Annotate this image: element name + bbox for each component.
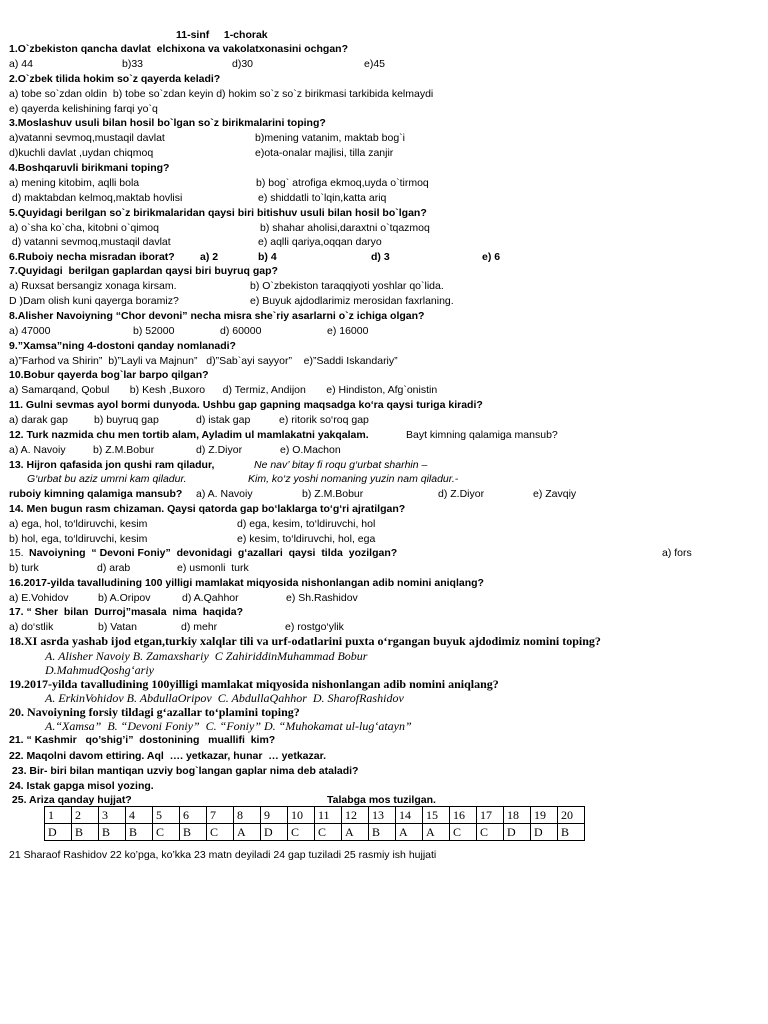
line-segment: d) 60000: [220, 325, 262, 337]
answer-key-answer-cell: D: [261, 824, 288, 841]
line-segment: b) 4: [258, 251, 277, 263]
line-segment: Talabga mos tuzilgan.: [327, 794, 436, 806]
line-segment: 9.”Xamsa”ning 4-dostoni qanday nomlanadi?: [9, 340, 236, 352]
answer-key-answer-cell: A: [396, 824, 423, 841]
line-segment: 3.Moslashuv usuli bilan hosil bo`lgan so`z birikmalarini toping?: [9, 117, 326, 129]
answer-key-number-cell: 15: [423, 807, 450, 824]
answer-key-answer-cell: D: [531, 824, 558, 841]
line-segment: a) A. Navoiy: [196, 488, 253, 500]
answer-key-number-cell: 16: [450, 807, 477, 824]
line-segment: d) 3: [371, 251, 390, 263]
line-segment: 14. Men bugun rasm chizaman. Qaysi qatorda gap bo‘laklarga to‘g‘ri ajratilgan?: [9, 503, 406, 515]
answer-key-answer-cell: B: [72, 824, 99, 841]
line-segment: 1.O`zbekiston qancha davlat elchixona va vakolatxonasini ochgan?: [9, 43, 349, 55]
answer-key-answer-cell: A: [234, 824, 261, 841]
answer-key-number-cell: 19: [531, 807, 558, 824]
line-segment: a)”Farhod va Shirin” b)”Layli va Majnun” d)”Sab`ayi sayyor” e)”Saddi Iskandariy”: [9, 355, 398, 367]
line-segment: a) darak gap: [9, 414, 68, 426]
line-segment: 2.O`zbek tilida hokim so`z qayerda keladi?: [9, 73, 221, 85]
line-segment: b)mening vatanim, maktab bog`i: [255, 132, 405, 144]
line-segment: d) arab: [97, 562, 131, 574]
line-segment: a) mening kitobim, aqlli bola: [9, 177, 140, 189]
line-segment: e) shiddatli to`lqin,katta ariq: [258, 192, 387, 204]
line-segment: b) shahar aholisi,daraxtni o`tqazmoq: [260, 222, 430, 234]
answer-key-number-cell: 7: [207, 807, 234, 824]
answer-key-number-cell: 10: [288, 807, 315, 824]
line-segment: a) Ruxsat bersangiz xonaga kirsam.: [9, 280, 177, 292]
answer-key-answer-cell: C: [153, 824, 180, 841]
line-segment: 8.Alisher Navoiyning “Chor devoni” necha misra she`riy asarlarni o`z ichiga olgan?: [9, 310, 425, 322]
line-segment: a) o`sha ko`cha, kitobni o`qimoq: [9, 222, 159, 234]
line-segment: e) Zavqiy: [533, 488, 577, 500]
line-segment: G‘urbat bu aziz umrni kam qiladur.: [27, 473, 187, 485]
line-segment: 12. Turk nazmida chu men tortib alam, Ayladim ul mamlakatni yakqalam.: [9, 429, 369, 441]
line-segment: d) Z.Diyor: [438, 488, 485, 500]
line-segment: a) fors: [662, 547, 692, 559]
answer-key-number-cell: 2: [72, 807, 99, 824]
answer-key-number-cell: 12: [342, 807, 369, 824]
line-segment: 20. Navoiyning forsiy tildagi g‘azallar to‘plamini toping?: [9, 705, 300, 719]
line-segment: a) E.Vohidov: [9, 592, 69, 604]
answer-key-number-cell: 17: [477, 807, 504, 824]
line-segment: d)30: [232, 58, 254, 70]
line-segment: a)vatanni sevmoq,mustaqil davlat: [9, 132, 165, 144]
line-segment: e) kesim, to‘ldiruvchi, hol, ega: [237, 533, 376, 545]
answer-key-number-cell: 9: [261, 807, 288, 824]
line-segment: d) maktabdan kelmoq,maktab hovlisi: [9, 192, 183, 204]
line-segment: e) O.Machon: [280, 444, 341, 456]
answer-key-number-cell: 1: [45, 807, 72, 824]
answer-key-answer-cell: C: [450, 824, 477, 841]
line-segment: Ne nav’ bitay fi roqu g‘urbat sharhin –: [254, 459, 428, 471]
line-segment: e) Buyuk ajdodlarimiz merosidan faxrlaning.: [250, 295, 454, 307]
answer-key-number-cell: 14: [396, 807, 423, 824]
line-segment: 4.Boshqaruvli birikmani toping?: [9, 162, 170, 174]
line-segment: b)33: [122, 58, 144, 70]
line-segment: e) 16000: [327, 325, 369, 337]
line-segment: b) O`zbekiston taraqqiyoti yoshlar qo`lida.: [250, 280, 444, 292]
line-segment: b) buyruq gap: [94, 414, 159, 426]
answer-key-number-cell: 20: [558, 807, 585, 824]
line-segment: e) ritorik so‘roq gap: [279, 414, 369, 426]
answer-key-answer-cell: A: [423, 824, 450, 841]
line-segment: a) 2: [200, 251, 219, 263]
line-segment: Kim, ko‘z yoshi nomaning yuzin nam qiladur.-: [248, 473, 459, 485]
line-segment: D.MahmudQoshg‘ariy: [45, 663, 154, 677]
answer-key-answer-cell: D: [45, 824, 72, 841]
line-segment: 19.2017-yilda tavalludining 100yilligi mamlakat miqyosida nishonlangan adib nomini aniqlang?: [9, 677, 499, 691]
line-segment: 16.2017-yilda tavalludining 100 yilligi mamlakat miqyosida nishonlangan adib nomini aniqlang?: [9, 577, 484, 589]
answer-key-answer-cell: D: [504, 824, 531, 841]
answer-key-numbers-row: [45, 807, 585, 824]
line-segment: a) do‘stlik: [9, 621, 54, 633]
line-segment: b) 52000: [133, 325, 175, 337]
answer-key-number-cell: 8: [234, 807, 261, 824]
answer-key-number-cell: 6: [180, 807, 207, 824]
answer-key-answer-cell: C: [315, 824, 342, 841]
answer-key-answer-cell: C: [288, 824, 315, 841]
line-segment: d) vatanni sevmoq,mustaqil davlat: [9, 236, 171, 248]
line-segment: D )Dam olish kuni qayerga boramiz?: [9, 295, 179, 307]
line-segment: 11. Gulni sevmas ayol bormi dunyoda. Ushbu gap gapning maqsadga ko‘ra qaysi turiga kiradi?: [9, 399, 483, 411]
answer-key-answer-cell: C: [477, 824, 504, 841]
line-segment: 18.XI asrda yashab ijod etgan,turkiy xalqlar tili va urf-odatlarini puxta o‘rgangan buyuk ajdodimiz nomini toping?: [9, 634, 601, 648]
line-segment: e) rostgo‘ylik: [285, 621, 344, 633]
answer-key-answer-cell: C: [207, 824, 234, 841]
answer-key-number-cell: 4: [126, 807, 153, 824]
line-segment: e)ota-onalar majlisi, tilla zanjir: [255, 147, 394, 159]
line-segment: a) A. Navoiy: [9, 444, 66, 456]
answer-key-answer-cell: B: [558, 824, 585, 841]
answer-key-number-cell: 3: [99, 807, 126, 824]
answer-key-number-cell: 11: [315, 807, 342, 824]
line-segment: d)kuchli davlat ,uydan chiqmoq: [9, 147, 154, 159]
answer-key-number-cell: 5: [153, 807, 180, 824]
line-segment: 25. Ariza qanday hujjat?: [9, 794, 132, 806]
answer-key-answer-cell: A: [342, 824, 369, 841]
line-segment: 22. Maqolni davom ettiring. Aql …. yetkazar, hunar … yetkazar.: [9, 750, 327, 762]
answer-key-table: [44, 806, 585, 841]
answer-key-number-cell: 13: [369, 807, 396, 824]
line-segment: e) usmonli turk: [177, 562, 249, 574]
line-segment: 15.: [9, 547, 24, 559]
answer-key-answer-cell: B: [369, 824, 396, 841]
line-segment: 13. Hijron qafasida jon qushi ram qiladur,: [9, 459, 215, 471]
line-segment: b) bog` atrofiga ekmoq,uyda o`tirmoq: [256, 177, 429, 189]
line-segment: A. Alisher Navoiy B. Zamaxshariy C ZahiriddinMuhammad Bobur: [45, 649, 368, 663]
line-segment: b) turk: [9, 562, 39, 574]
line-segment: a) tobe so`zdan oldin b) tobe so`zdan keyin d) hokim so`z so`z birikmasi tarkibida kelmaydi: [9, 88, 434, 100]
line-segment: Bayt kimning qalamiga mansub?: [406, 429, 558, 441]
line-segment: e) qayerda kelishining farqi yo`q: [9, 103, 158, 115]
line-segment: d) Z.Diyor: [196, 444, 243, 456]
answer-key-answers-row: [45, 824, 585, 841]
answer-key-answer-cell: B: [180, 824, 207, 841]
line-segment: 10.Bobur qayerda bog`lar barpo qilgan?: [9, 369, 209, 381]
line-segment: A. ErkinVohidov B. AbdullaOripov C. AbdullaQahhor D. SharofRashidov: [45, 691, 404, 705]
line-segment: 7.Quyidagi berilgan gaplardan qaysi biri buyruq gap?: [9, 265, 278, 277]
line-segment: e) Sh.Rashidov: [286, 592, 358, 604]
line-segment: d) mehr: [181, 621, 218, 633]
line-segment: b) A.Oripov: [98, 592, 151, 604]
line-segment: d) istak gap: [196, 414, 251, 426]
footer-answers: 21 Sharaof Rashidov 22 ko’pga, ko’kka 23 matn deyiladi 24 gap tuziladi 25 rasmiy ish hujjati: [9, 849, 437, 861]
line-segment: a) 47000: [9, 325, 51, 337]
line-segment: a) 44: [9, 58, 33, 70]
line-segment: b) Z.M.Bobur: [302, 488, 364, 500]
line-segment: 5.Quyidagi berilgan so`z birikmalaridan qaysi biri bitishuv usuli bilan hosil bo`lgan?: [9, 207, 427, 219]
line-segment: b) Z.M.Bobur: [93, 444, 155, 456]
line-segment: d) ega, kesim, to‘ldiruvchi, hol: [237, 518, 376, 530]
line-segment: 21. “ Kashmir qo’shig’i” dostonining muallifi kim?: [9, 734, 276, 746]
line-segment: e) aqlli qariya,oqqan daryo: [258, 236, 382, 248]
line-segment: 17. “ Sher bilan Durroj”masala nima haqida?: [9, 606, 243, 618]
line-segment: A.“Xamsa” B. “Devoni Foniy” C. “Foniy” D. “Muhokamat ul-lug‘atayn”: [45, 719, 412, 733]
line-segment: 23. Bir- biri bilan mantiqan uzviy bog`langan gaplar nima deb ataladi?: [9, 765, 359, 777]
line-segment: a) ega, hol, to‘ldiruvchi, kesim: [9, 518, 148, 530]
line-segment: ruboiy kimning qalamiga mansub?: [9, 488, 183, 500]
line-segment: e)45: [364, 58, 386, 70]
line-segment: e) 6: [482, 251, 501, 263]
line-segment: b) Vatan: [98, 621, 137, 633]
line-segment: 6.Ruboiy necha misradan iborat?: [9, 251, 175, 263]
line-segment: Navoiyning “ Devoni Foniy” devonidagi g‘azallari qaysi tilda yozilgan?: [29, 547, 398, 559]
line-segment: d) A.Qahhor: [182, 592, 239, 604]
worksheet-header: 11-sinf 1-chorak: [176, 29, 268, 41]
line-segment: b) hol, ega, to‘ldiruvchi, kesim: [9, 533, 148, 545]
answer-key-answer-cell: B: [99, 824, 126, 841]
line-segment: a) Samarqand, Qobul b) Kesh ,Buxoro d) Termiz, Andijon e) Hindiston, Afg`onistin: [9, 384, 438, 396]
answer-key-number-cell: 18: [504, 807, 531, 824]
line-segment: 24. Istak gapga misol yozing.: [9, 780, 154, 792]
answer-key-answer-cell: B: [126, 824, 153, 841]
